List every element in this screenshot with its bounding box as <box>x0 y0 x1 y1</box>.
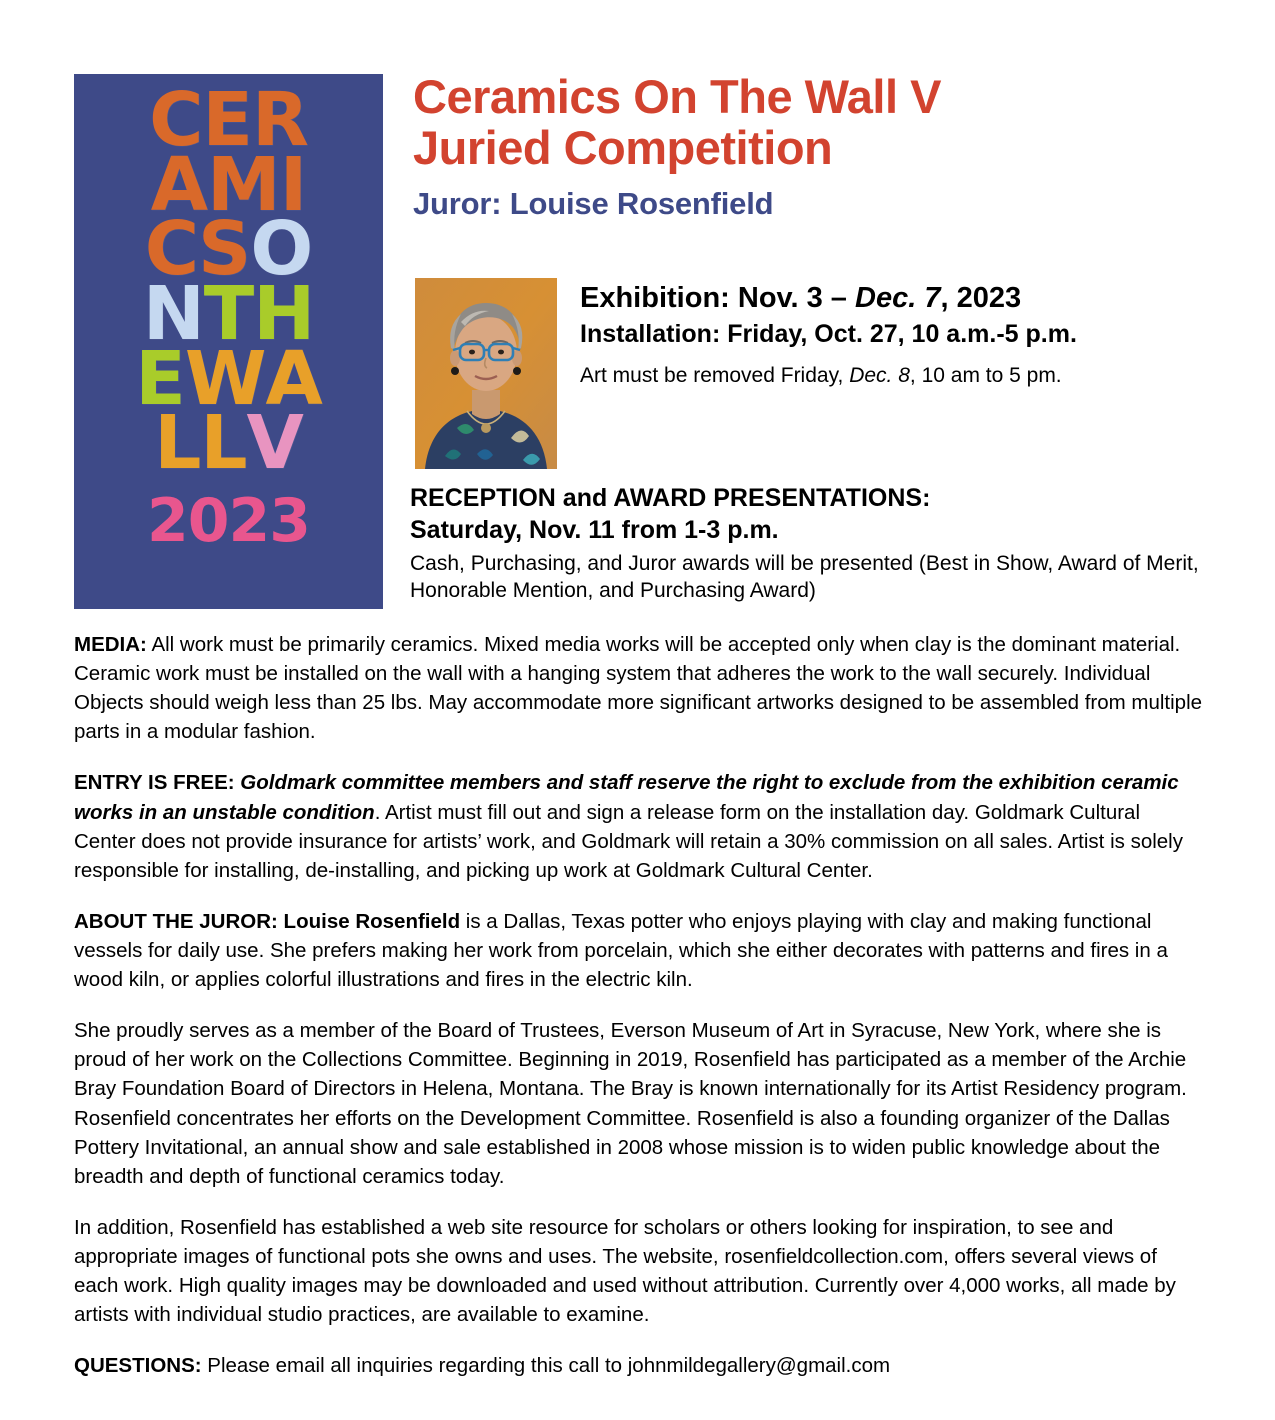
poster-letter: H <box>253 271 315 358</box>
poster-row-6 <box>90 400 367 487</box>
paragraph-questions <box>74 1351 1207 1380</box>
exhibition-details <box>580 280 1210 391</box>
entry-label: ENTRY IS FREE: <box>74 771 235 795</box>
poster-letter: M <box>207 141 280 228</box>
paragraph-juror-bio-2: She proudly serves as a member of the Board of Trustees, Everson Museum of Art in Syracuse, New York, where she is proud of her work on the Collections Committee. Beginning in 2019, Rosenfield has participated as a member of the Archie Bray Foundation Board of Directors in Helena, Montana. The Bray is known internationally for its Artist Residency program. Rosenfield concentrates her efforts on the Development Committee. Rosenfield is also a founding organizer of the Dallas Pottery Invitational, an annual show and sale established in 2008 whose mission is to widen public knowledge about the breadth and depth of functional ceramics today. <box>74 1019 1187 1188</box>
media-label: MEDIA: <box>74 633 147 656</box>
exhibition-dates-line <box>580 280 1210 317</box>
portrait-illustration <box>415 278 557 469</box>
page-title-line1: Ceramics On The Wall V <box>413 70 941 123</box>
paragraph-entry <box>74 768 1207 884</box>
questions-text: Please email all inquiries regarding this call to johnmildegallery@gmail.com <box>201 1354 891 1378</box>
poster-letter: E <box>202 77 252 163</box>
questions-label: QUESTIONS: <box>74 1354 202 1378</box>
poster-letter: S <box>198 206 251 293</box>
about-juror-label: ABOUT THE JUROR: Louise Rosenfield <box>74 909 461 933</box>
poster-letter: W <box>184 335 266 422</box>
reception-awards-text: Cash, Purchasing, and Juror awards will be presented (Best in Show, Award of Merit, Honorable Mention, and Purchasing Award) <box>410 552 1199 603</box>
installation-line: Installation: Friday, Oct. 27, 10 a.m.-5 p.m. <box>580 320 1077 349</box>
title-block <box>413 72 1213 222</box>
art-removal-line <box>580 360 1210 392</box>
about-juror-text: is a Dallas, Texas potter who enjoys playing with clay and making functional vessels for daily use. She prefers making her work from porcelain, which she either decorates with patterns and fires in a wood kiln, or applies colorful illustrations and fires in the electric kiln. <box>74 909 1168 992</box>
paragraph-juror-bio-3: In addition, Rosenfield has established a web site resource for scholars or others looking for inspiration, to see and appropriate images of functional pots she owns and uses. The website, rosenfieldcollection.com, offers several views of each work. High quality images may be downloaded and used without attribution. Currently over 4,000 works, all made by artists with individual studio practices, are available to examine. <box>74 1215 1176 1327</box>
poster-letter: E <box>135 335 185 422</box>
exhibition-dates-italic: Dec. 7 <box>855 282 941 314</box>
poster-letter: C <box>149 77 203 163</box>
media-text: All work must be primarily ceramics. Mixed media works will be accepted only when clay is the dominant material. Ceramic work must be installed on the wall with a hanging system that adheres the work to the wall securely. Individual Objects should weigh less than 25 lbs. May accommodate more significant artworks designed to be assembled from multiple parts in a modular fashion. <box>74 633 1203 744</box>
art-removal-suffix: , 10 am to 5 pm. <box>909 363 1062 387</box>
header-area <box>0 0 1275 620</box>
reception-heading-line1: RECEPTION and AWARD PRESENTATIONS: <box>410 484 931 512</box>
juror-portrait-photo <box>415 278 557 469</box>
poster-letter: A <box>265 335 322 422</box>
entry-text: . Artist must fill out and sign a release form on the installation day. Goldmark Cultural Center does not provide insurance for artists’ work, and Goldmark will retain a 30% commission on all sales. Artist is solely responsible for installing, de-installing, and picking up work at Goldmark Cultural Center. <box>74 800 1183 882</box>
paragraph-about-juror <box>74 907 1207 994</box>
poster-letter: C <box>144 206 199 293</box>
event-poster-graphic <box>74 74 383 609</box>
poster-letter: T <box>203 271 254 358</box>
reception-details <box>410 482 1210 605</box>
poster-letter: V <box>246 400 303 487</box>
poster-letter: N <box>142 271 204 358</box>
entry-emphasis: Goldmark committee members and staff reserve the right to exclude from the exhibition ceramic works in an unstable condition <box>74 771 1179 824</box>
juror-subtitle: Juror: Louise Rosenfield <box>413 185 774 221</box>
poster-year: 2023 <box>147 486 310 557</box>
page-title-line2: Juried Competition <box>413 120 833 174</box>
body-content <box>74 630 1207 1380</box>
art-removal-prefix: Art must be removed Friday, <box>580 363 850 387</box>
art-removal-italic: Dec. 8 <box>849 363 910 387</box>
exhibition-dates-suffix: , 2023 <box>940 282 1022 314</box>
poster-letter: I <box>279 141 307 228</box>
paragraph-media <box>74 630 1207 746</box>
poster-letter: O <box>250 206 313 293</box>
poster-letter: R <box>251 77 308 163</box>
page-title <box>413 72 1213 174</box>
poster-letter: A <box>150 141 208 228</box>
exhibition-dates-prefix: Exhibition: Nov. 3 – <box>580 282 855 314</box>
poster-letter: L <box>154 400 201 487</box>
reception-heading-line2: Saturday, Nov. 11 from 1-3 p.m. <box>410 516 779 544</box>
poster-letter: L <box>200 400 247 487</box>
